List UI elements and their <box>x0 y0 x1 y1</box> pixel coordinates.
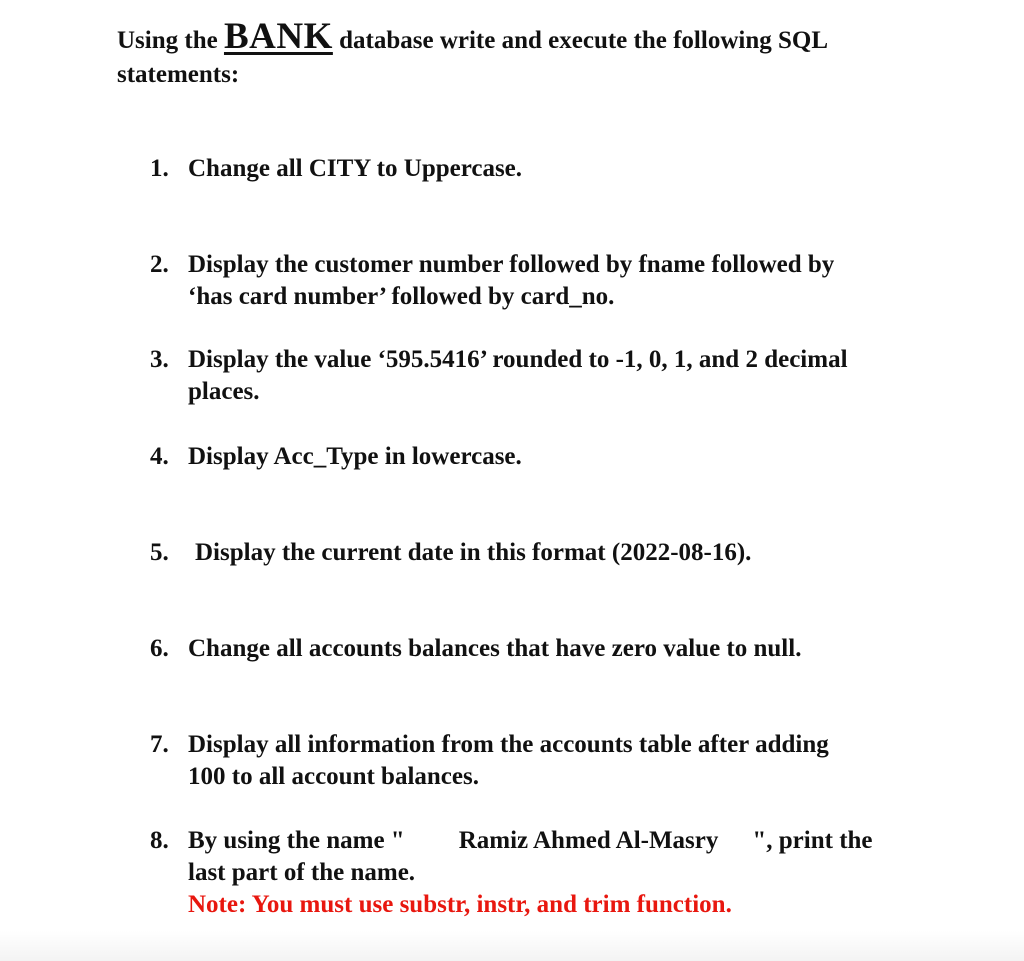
question-text <box>188 825 970 857</box>
question-text: Display Acc_Type in lowercase. <box>188 443 522 470</box>
question-text-line2: places. <box>188 378 260 405</box>
question-text: Change all accounts balances that have zero value to null. <box>188 635 802 662</box>
database-name: BANK <box>223 16 333 57</box>
page-bottom-edge <box>0 931 1024 961</box>
question-text: Display the value ‘595.5416’ rounded to -1, 0, 1, and 2 decimal <box>188 346 848 373</box>
question-6 <box>150 633 970 665</box>
question-3 <box>150 344 970 408</box>
question-number: 2. <box>150 251 169 278</box>
question-2 <box>150 249 970 313</box>
question-1 <box>150 153 970 185</box>
question-text: Display all information from the accounts table after adding <box>188 731 829 758</box>
question-text-part-a: By using the name " <box>188 827 405 854</box>
question-text: Display the customer number followed by fname followed by <box>188 251 835 278</box>
question-number: 1. <box>150 155 169 182</box>
intro-suffix: database write and execute the following SQL <box>339 27 828 54</box>
question-number: 5. <box>150 539 169 566</box>
question-text-line2: 100 to all account balances. <box>188 763 479 790</box>
question-8 <box>150 825 970 921</box>
question-5 <box>150 537 970 569</box>
full-name-value: Ramiz Ahmed Al-Masry <box>458 827 719 854</box>
intro-prefix: Using the <box>117 27 218 54</box>
question-7 <box>150 729 970 793</box>
note-text: Note: You must use substr, instr, and trim function. <box>188 891 732 918</box>
question-number: 6. <box>150 635 169 662</box>
intro-line2: statements: <box>117 61 240 88</box>
question-number: 3. <box>150 346 169 373</box>
question-4 <box>150 441 970 473</box>
question-number: 4. <box>150 443 169 470</box>
instructions-heading <box>117 18 937 94</box>
question-text: Change all CITY to Uppercase. <box>188 155 523 182</box>
question-text: Display the current date in this format (2022-08-16). <box>195 539 752 566</box>
question-text-line2: last part of the name. <box>188 859 416 886</box>
question-text-part-c: ", print the <box>752 827 873 854</box>
question-number: 7. <box>150 731 169 758</box>
question-number: 8. <box>150 827 169 854</box>
question-text-line2: ‘has card number’ followed by card_no. <box>188 283 615 310</box>
